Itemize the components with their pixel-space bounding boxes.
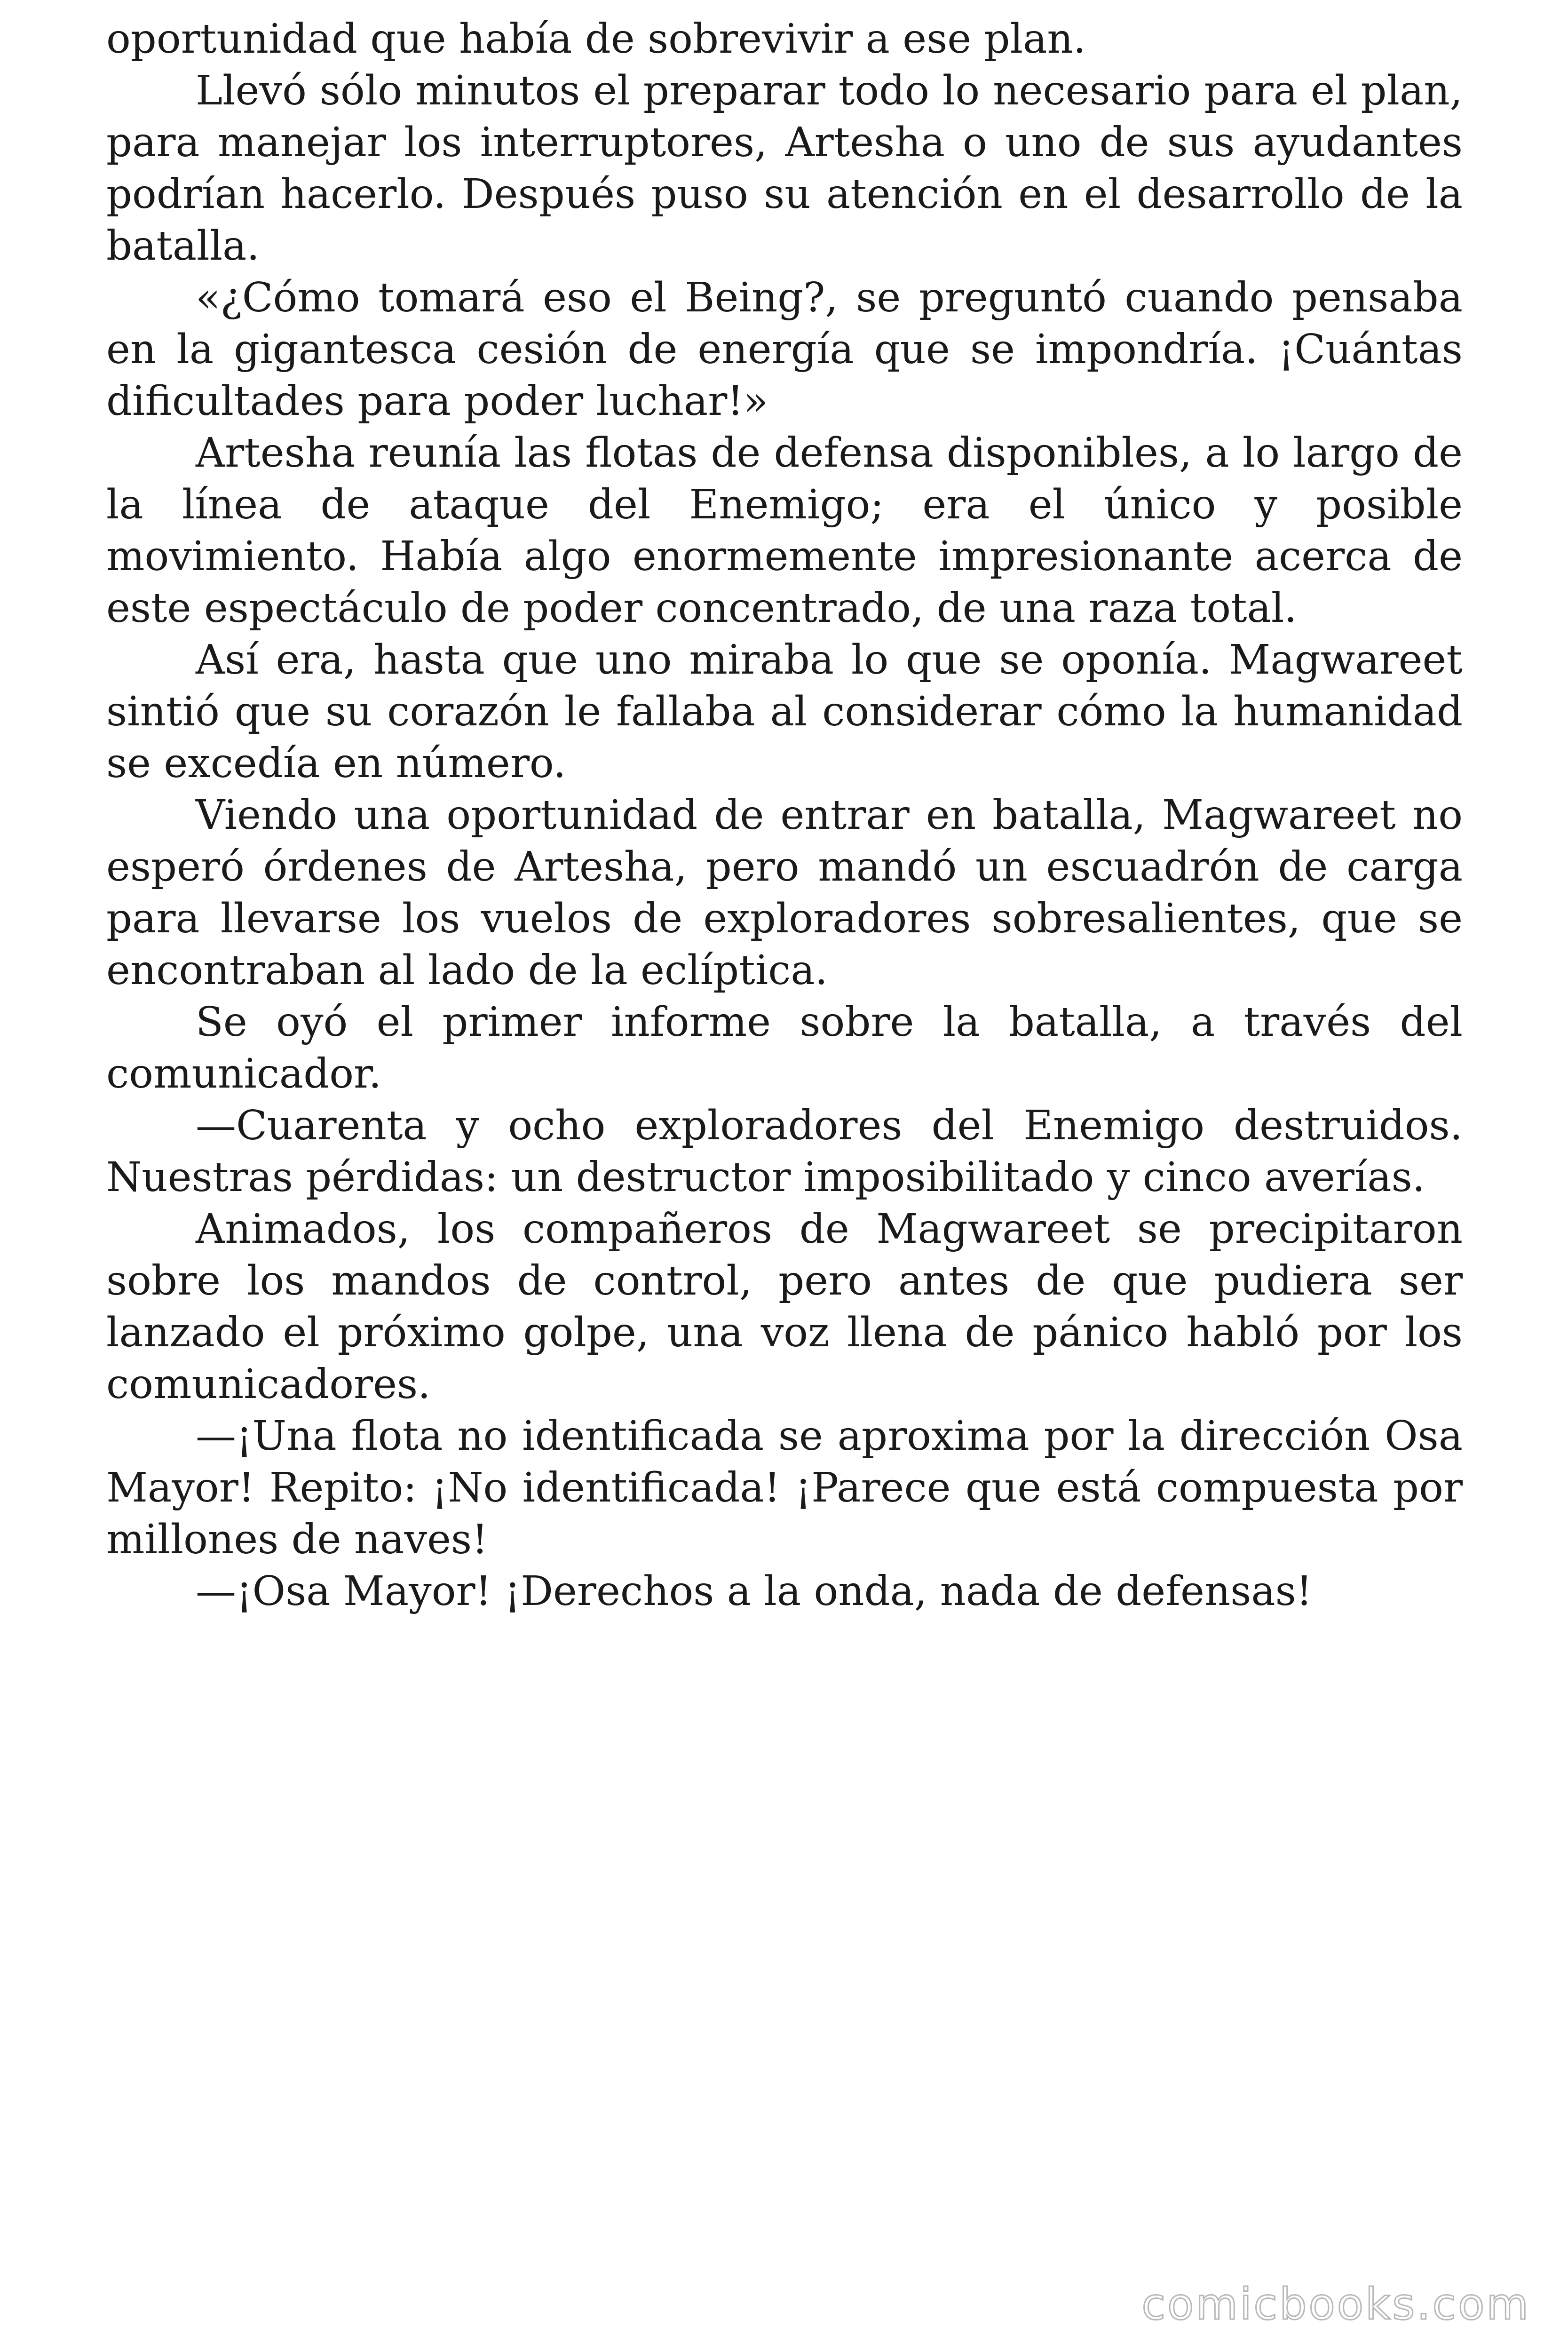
paragraph: —Cuarenta y ocho exploradores del Enemigo destruidos. Nuestras pérdidas: un destructor imposibilitado y cinco averías. xyxy=(106,1102,1463,1201)
paragraph: Artesha reunía las flotas de defensa disponibles, a lo largo de la línea de ataque del Enemigo; era el único y posible movimiento. Había algo enormemente impresionante acerca de este espectáculo de poder concentrado, de una raza total. xyxy=(106,429,1463,632)
paragraph: —¡Osa Mayor! ¡Derechos a la onda, nada de defensas! xyxy=(196,1568,1313,1615)
paragraph: Llevó sólo minutos el preparar todo lo necesario para el plan, para manejar los interruptores, Artesha o uno de sus ayudantes podrían hacerlo. Después puso su atención en el desarrollo de la batalla. xyxy=(106,67,1463,270)
paragraph-continuation: oportunidad que había de sobrevivir a ese plan. xyxy=(106,16,1086,63)
paragraph: —¡Una flota no identificada se aproxima por la dirección Osa Mayor! Repito: ¡No identificada! ¡Parece que está compuesta por millones de naves! xyxy=(106,1413,1463,1563)
paragraph: Animados, los compañeros de Magwareet se precipitaron sobre los mandos de control, pero antes de que pudiera ser lanzado el próximo golpe, una voz llena de pánico habló por los comunicadores. xyxy=(106,1206,1463,1408)
paragraph: Se oyó el primer informe sobre la batalla, a través del comunicador. xyxy=(106,999,1463,1097)
paragraph: Viendo una oportunidad de entrar en batalla, Magwareet no esperó órdenes de Artesha, pero mandó un escuadrón de carga para llevarse los vuelos de exploradores sobresalientes, que se encontraban al lado de la eclíptica. xyxy=(106,792,1463,994)
body-text xyxy=(106,13,1463,1617)
watermark: comicbooks.com xyxy=(1141,2279,1530,2329)
paragraph: Así era, hasta que uno miraba lo que se oponía. Magwareet sintió que su corazón le fallaba al considerar cómo la humanidad se excedía en número. xyxy=(106,636,1463,787)
paragraph: «¿Cómo tomará eso el Being?, se preguntó cuando pensaba en la gigantesca cesión de energía que se impondría. ¡Cuántas dificultades para poder luchar!» xyxy=(106,274,1463,425)
